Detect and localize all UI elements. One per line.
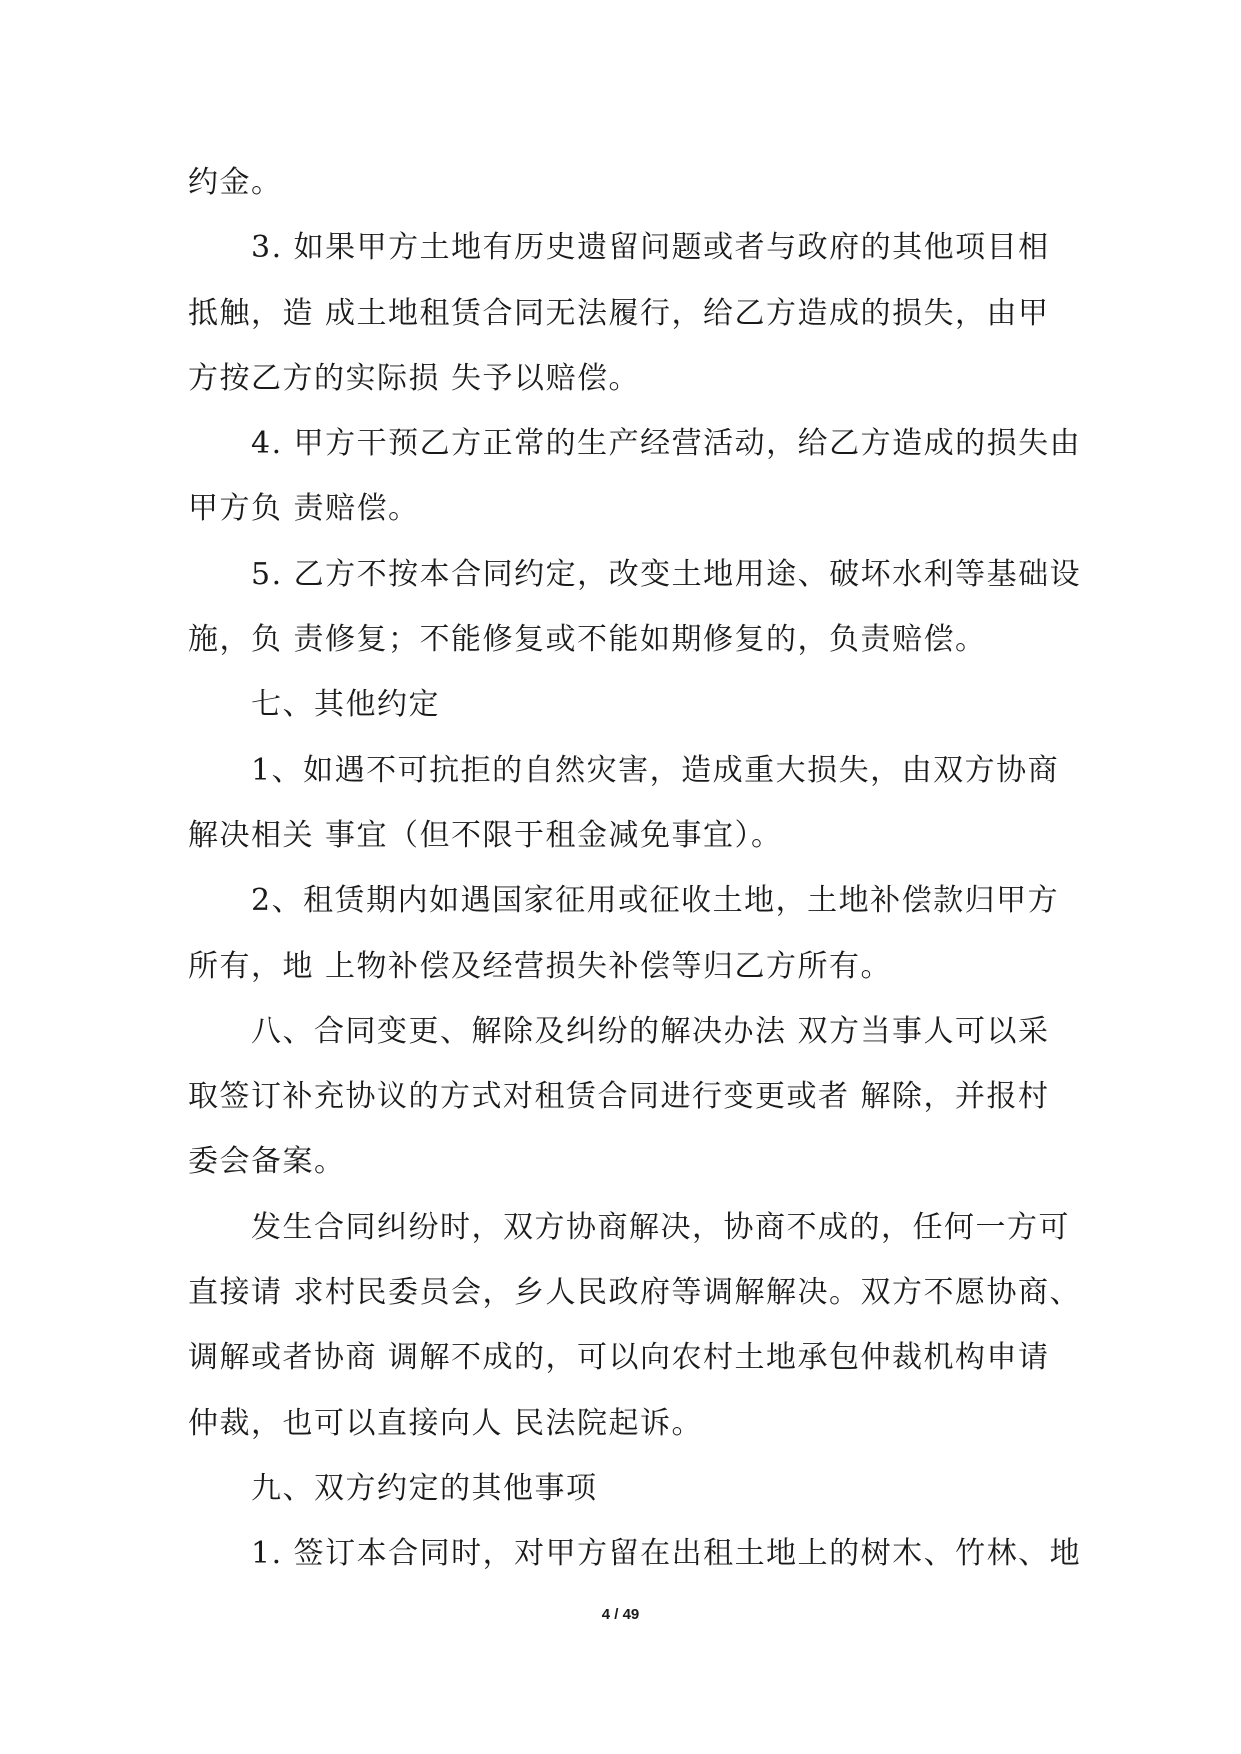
text-line: 发生合同纠纷时，双方协商解决，协商不成的，任何一方可 — [251, 1209, 1070, 1245]
text-line: 直接请 求村民委员会，乡人民政府等调解解决。双方不愿协商、 — [188, 1275, 1082, 1311]
text-line: 解决相关 事宜（但不限于租金减免事宜）。 — [188, 817, 783, 853]
text-line: 3. 如果甲方土地有历史遗留问题或者与政府的其他项目相 — [251, 230, 1050, 266]
text-line: 约金。 — [188, 165, 283, 200]
text-line: 方按乙方的实际损 失予以赔偿。 — [188, 360, 641, 396]
section-heading: 八、合同变更、解除及纠纷的解决办法 双方当事人可以采 — [251, 1013, 1050, 1049]
text-line: 施，负 责修复；不能修复或不能如期修复的，负责赔偿。 — [188, 622, 987, 658]
text-line: 抵触，造 成土地租赁合同无法履行，给乙方造成的损失，由甲 — [188, 295, 1050, 331]
text-line: 所有，地 上物补偿及经营损失补偿等归乙方所有。 — [188, 948, 893, 984]
text-line: 2、租赁期内如遇国家征用或征收土地，土地补偿款归甲方 — [251, 883, 1060, 919]
page-number: 4 / 49 — [601, 1606, 640, 1623]
text-line: 调解或者协商 调解不成的，可以向农村土地承包仲裁机构申请 — [188, 1340, 1050, 1376]
section-heading: 七、其他约定 — [251, 687, 440, 723]
text-line: 1、如遇不可抗拒的自然灾害，造成重大损失，由双方协商 — [251, 752, 1060, 788]
text-line: 1. 签订本合同时，对甲方留在出租土地上的树木、竹林、地 — [251, 1536, 1082, 1572]
text-line: 仲裁，也可以直接向人 民法院起诉。 — [188, 1405, 704, 1441]
document-body — [188, 150, 1082, 1587]
text-line: 委会备案。 — [188, 1144, 346, 1180]
text-line: 甲方负 责赔偿。 — [188, 491, 420, 527]
text-line: 取签订补充协议的方式对租赁合同进行变更或者 解除，并报村 — [188, 1079, 1050, 1115]
text-line: 4. 甲方干预乙方正常的生产经营活动，给乙方造成的损失由 — [251, 426, 1082, 462]
section-heading: 九、双方约定的其他事项 — [251, 1470, 598, 1506]
text-line: 5. 乙方不按本合同约定，改变土地用途、破坏水利等基础设 — [251, 556, 1082, 592]
